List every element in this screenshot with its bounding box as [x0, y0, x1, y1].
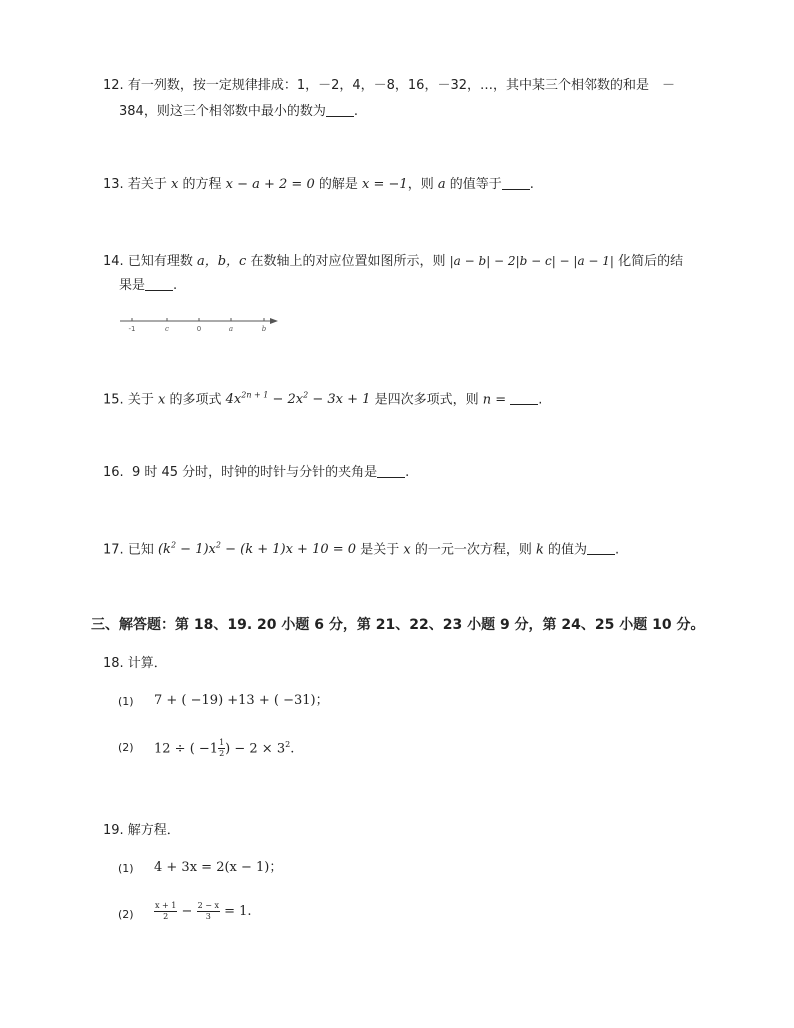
answer-blank[interactable] [377, 464, 405, 478]
question-15: 15. 关于 x 的多项式 $4x^{2n + 1} - 2x^2 - 3x + 1$ 是四次多项式，则 n = . [103, 391, 543, 408]
question-text: 384，则这三个相邻数中最小的数为 [119, 104, 326, 119]
equation: $(k^2 - 1)x^2 - (k + 1)x + 10 = 0$ [157, 541, 357, 558]
answer-blank[interactable] [587, 541, 615, 555]
question-12-cont: 384，则这三个相邻数中最小的数为 . [119, 104, 358, 119]
subpart-label: (1) [118, 862, 134, 875]
question-number: 12. [103, 78, 124, 93]
absolute-expression: |a − b| − 2|b − c| − |a − 1| [449, 254, 614, 268]
question-text: 9 时 45 分时，时钟的时针与分针的夹角是 [131, 465, 378, 480]
subpart-label: (2) [118, 908, 134, 921]
question-number: 13. [103, 177, 124, 192]
answer-blank[interactable] [326, 103, 354, 117]
equation: $\frac{x + 1}{2}$ − $\frac{2 - x}{3}$ = 1. [155, 901, 252, 921]
axis-label-a: a [228, 325, 234, 333]
question-text: 有一列数，按一定规律排成：1，－2，4，－8，16，－32，…，其中某三个相邻数的和是 － [127, 78, 675, 93]
axis-label-b: b [261, 325, 267, 333]
question-19-title: 19. 解方程． [103, 823, 180, 838]
subpart-label: (2) [118, 741, 134, 754]
answer-blank[interactable] [510, 391, 538, 405]
question-number: 14. [103, 254, 124, 269]
equation: x − a + 2 = 0 [225, 177, 315, 192]
equation: 4 + 3x = 2(x − 1)； [154, 860, 283, 875]
question-14-cont: 果是 . [119, 278, 178, 293]
question-12 [103, 76, 675, 96]
question-number: 16. [103, 465, 124, 480]
expression: 7 + ( −19) +13 + ( −31)； [154, 693, 329, 708]
axis-label-c: c [165, 325, 169, 333]
answer-blank[interactable] [145, 277, 173, 291]
polynomial: $4x^{2n + 1} - 2x^2 - 3x + 1$ [225, 391, 371, 408]
fraction: $\frac{x + 1}{2}$ [155, 901, 177, 921]
number-line-figure [118, 312, 283, 336]
question-number: 17. [103, 542, 124, 558]
question-16: 16. 9 时 45 分时，时钟的时针与分针的夹角是 . [103, 465, 410, 480]
answer-blank[interactable] [502, 176, 530, 190]
question-13: 13. 若关于 x 的方程 x − a + 2 = 0 的解是 x = −1，则 a 的值等于 . [103, 177, 534, 192]
axis-label-neg1: -1 [128, 325, 136, 333]
question-17: 17. 已知 $(k^2 - 1)x^2 - (k + 1)x + 10 = 0$ 是关于 x 的一元一次方程，则 k 的值为 . [103, 541, 620, 558]
subpart-label: (1) [118, 695, 134, 708]
mixed-fraction: $\frac{1}{2}$ [219, 738, 225, 759]
axis-label-zero: 0 [196, 325, 202, 333]
expression: 12 ÷ ( −1 $\frac{1}{2}$ ) − $2 \times 3^2$. [154, 738, 295, 759]
question-number: 15. [103, 392, 124, 408]
question-18-title: 18. 计算． [103, 656, 167, 671]
question-14: 14. 已知有理数 a，b，c 在数轴上的对应位置如图所示，则 |a − b| − 2|b − c| − |a − 1| 化简后的结 [103, 254, 684, 269]
fraction: $\frac{2 - x}{3}$ [197, 901, 219, 921]
section-heading: 三、解答题：第 18、19. 20 小题 6 分，第 21、22、23 小题 9 分，第 24、25 小题 10 分。 [91, 617, 705, 633]
